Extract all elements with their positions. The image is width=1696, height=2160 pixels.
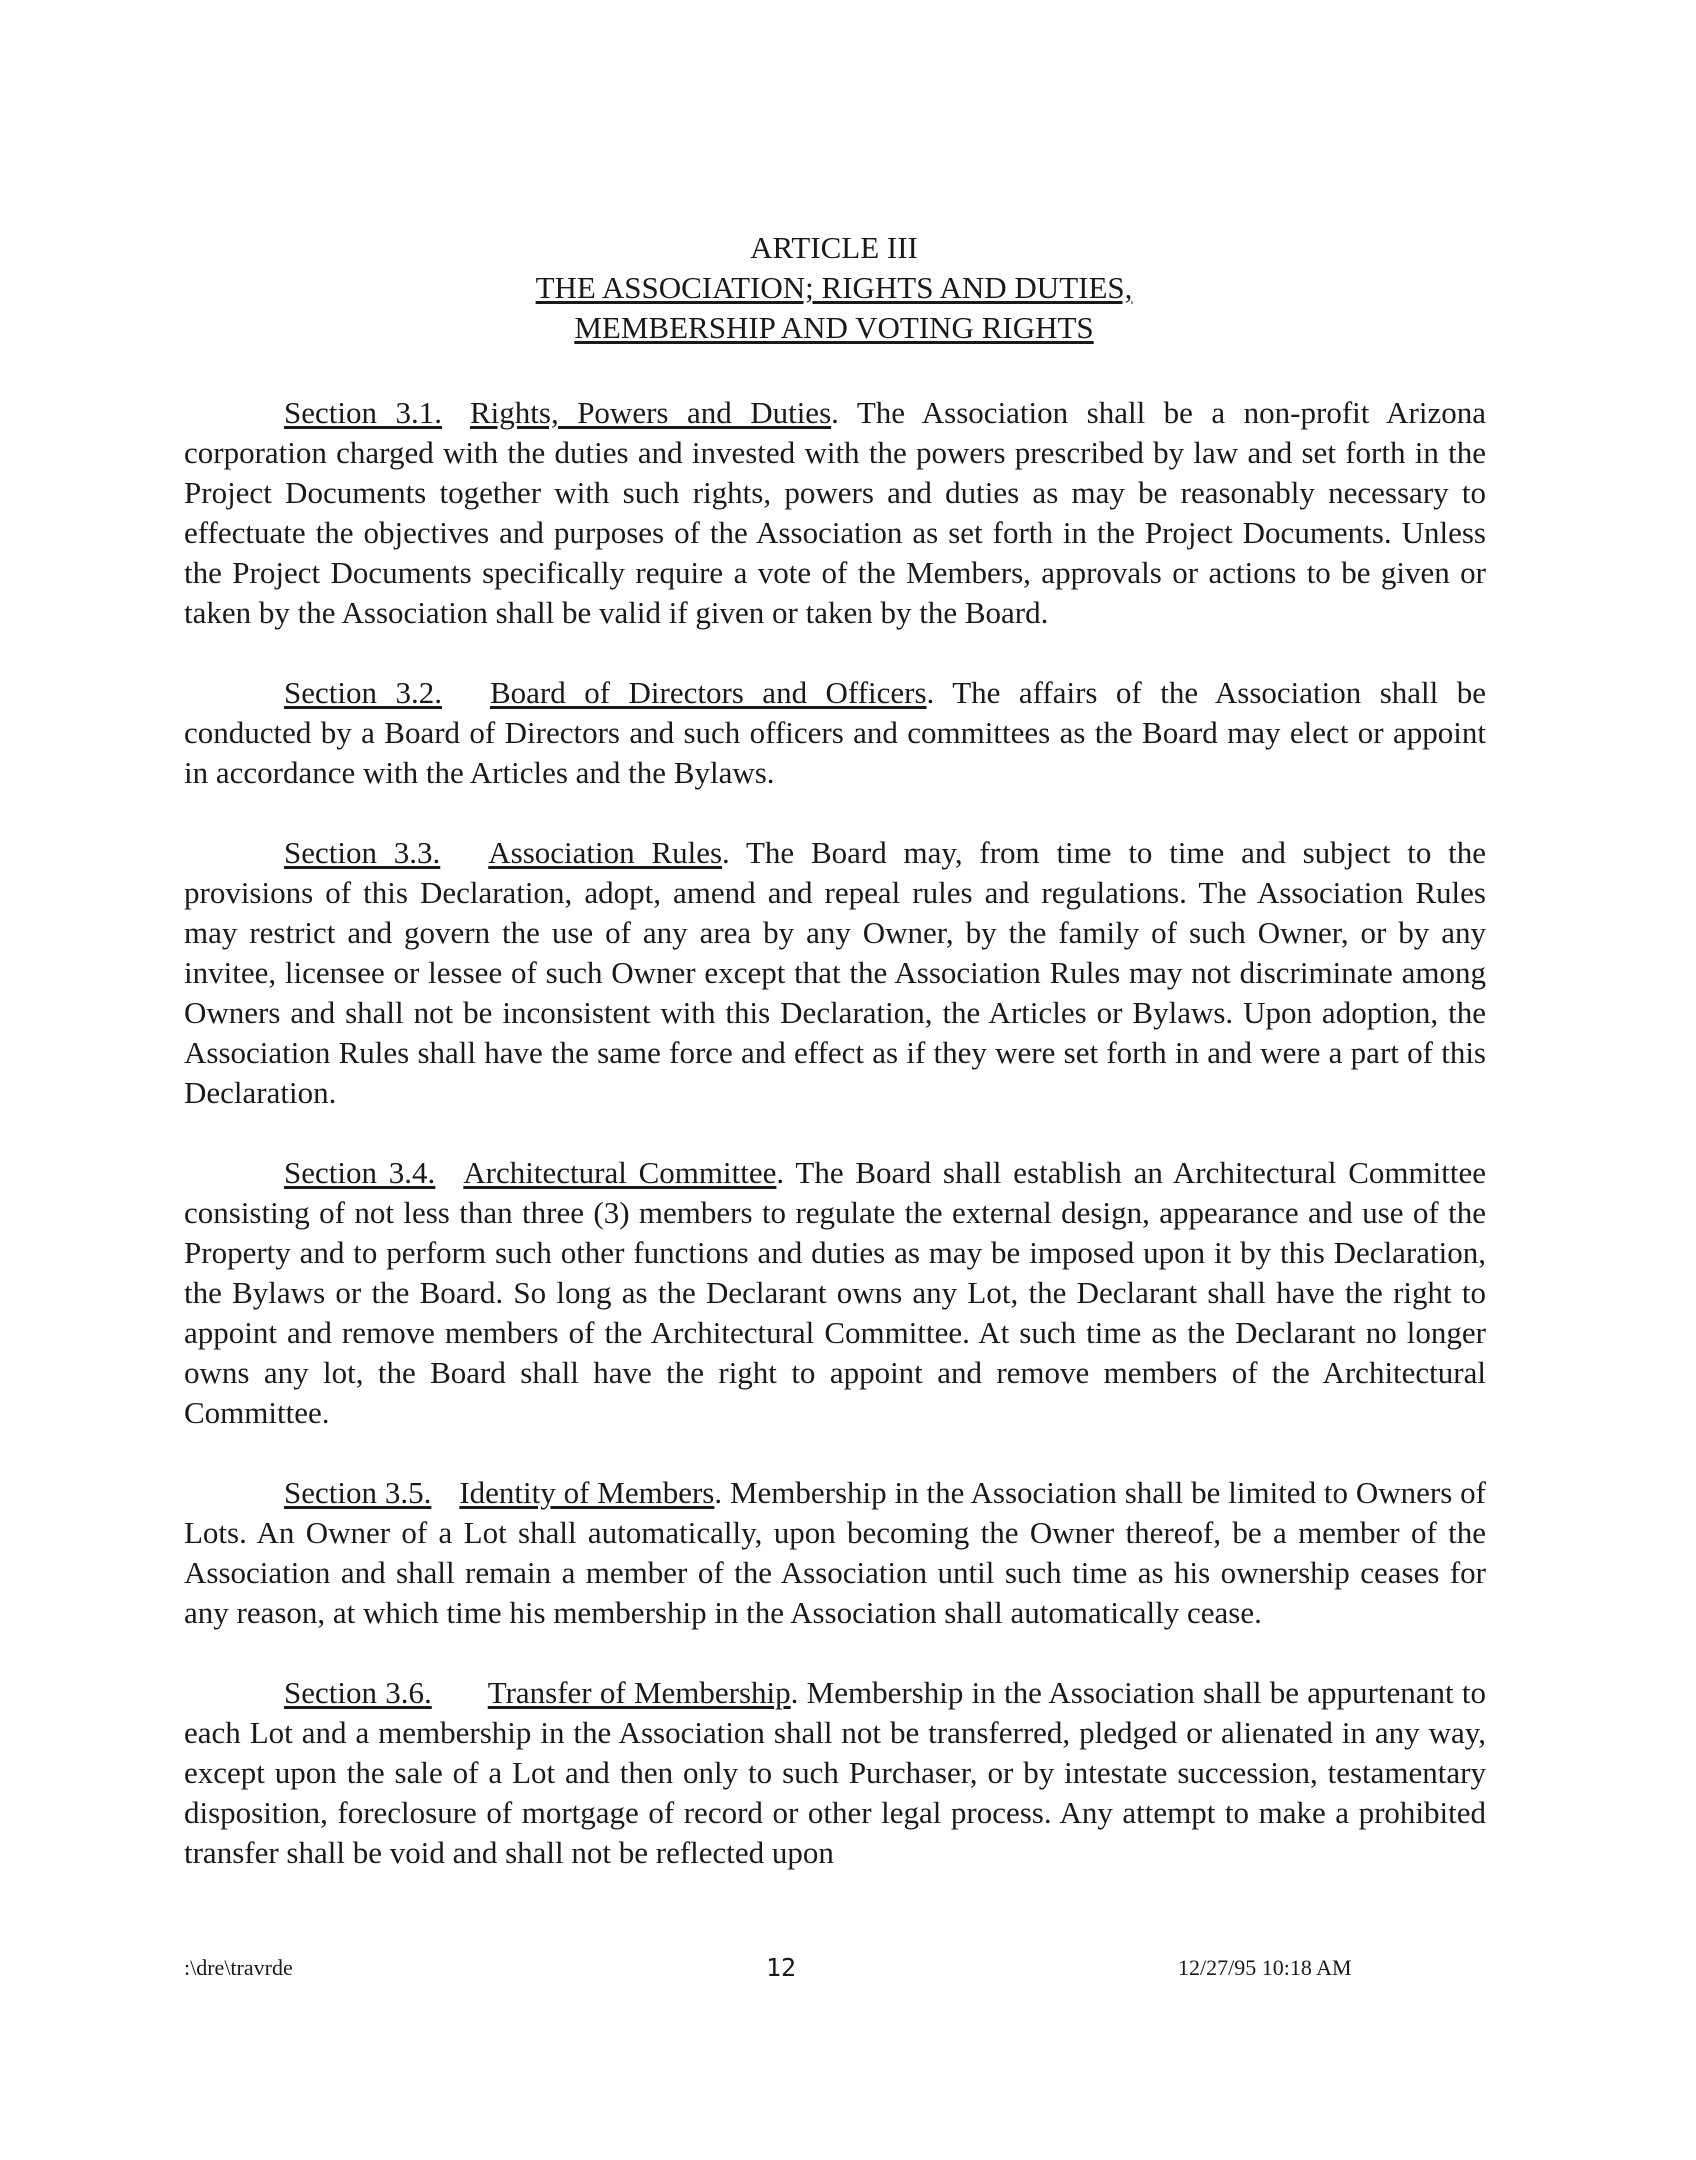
section-number: Section 3.6. — [284, 1675, 432, 1710]
section-text: . The Association shall be a non-profit Arizona corporation charged with the duties and invested with the powers prescribed by law and set forth in the Project Documents together with such rights, powers and duties as may be reasonably necessary to effectuate the objectives and purposes of the Association as set forth in the Project Documents. Unless the Project Documents specifically require a vote of the Members, approvals or actions to be given or taken by the Association shall be valid if given or taken by the Board. — [184, 395, 1486, 630]
section-text: . The affairs of the Association shall be conducted by a Board of Directors and such officers and committees as the Board may elect or appoint in accordance with the Articles and the Bylaws. — [184, 675, 1486, 790]
document-body — [184, 393, 1486, 1913]
section-number: Section 3.5. — [284, 1475, 432, 1510]
footer-timestamp: 12/27/95 10:18 AM — [1178, 1955, 1352, 1980]
section-number: Section 3.2. — [284, 675, 442, 710]
article-title-line2: MEMBERSHIP AND VOTING RIGHTS — [574, 310, 1094, 345]
section-title: Architectural Committee — [463, 1155, 777, 1190]
section-title: Association Rules — [488, 835, 723, 870]
article-title-line1: THE ASSOCIATION; RIGHTS AND DUTIES, — [535, 270, 1133, 305]
section-3-3 — [184, 833, 1486, 1113]
section-title: Board of Directors and Officers — [489, 675, 927, 710]
section-3-6 — [184, 1673, 1486, 1873]
section-number: Section 3.3. — [284, 835, 441, 870]
section-number: Section 3.4. — [284, 1155, 436, 1190]
section-title: Transfer of Membership — [487, 1675, 791, 1710]
section-text: . Membership in the Association shall be limited to Owners of Lots. An Owner of a Lot shall automatically, upon becoming the Owner thereof, be a member of the Association and shall remain a member of the Association until such time as his ownership ceases for any reason, at which time his membership in the Association shall automatically cease. — [184, 1475, 1486, 1630]
section-title: Identity of Members — [459, 1475, 715, 1510]
article-number: ARTICLE III — [750, 230, 918, 265]
section-3-2 — [184, 673, 1486, 793]
article-header — [184, 228, 1484, 348]
section-3-1 — [184, 393, 1486, 633]
section-3-4 — [184, 1153, 1486, 1433]
footer-file-path: :\dre\travrde — [184, 1955, 293, 1980]
page-number: 12 — [766, 1953, 797, 1982]
section-text: . The Board may, from time to time and subject to the provisions of this Declaration, adopt, amend and repeal rules and regulations. The Association Rules may restrict and govern the use of any area by any Owner, by the family of such Owner, or by any invitee, licensee or lessee of such Owner except that the Association Rules may not discriminate among Owners and shall not be inconsistent with this Declaration, the Articles or Bylaws. Upon adoption, the Association Rules shall have the same force and effect as if they were set forth in and were a part of this Declaration. — [184, 835, 1486, 1110]
section-text: . The Board shall establish an Architectural Committee consisting of not less than three (3) members to regulate the external design, appearance and use of the Property and to perform such other functions and duties as may be imposed upon it by this Declaration, the Bylaws or the Board. So long as the Declarant owns any Lot, the Declarant shall have the right to appoint and remove members of the Architectural Committee. At such time as the Declarant no longer owns any lot, the Board shall have the right to appoint and remove members of the Architectural Committee. — [184, 1155, 1487, 1430]
section-text: . Membership in the Association shall be appurtenant to each Lot and a membership in the Association shall not be transferred, pledged or alienated in any way, except upon the sale of a Lot and then only to such Purchaser, or by intestate succession, testamentary disposition, foreclosure of mortgage of record or other legal process. Any attempt to make a prohibited transfer shall be void and shall not be reflected upon — [184, 1675, 1486, 1870]
section-title: Rights, Powers and Duties — [469, 395, 832, 430]
section-3-5 — [184, 1473, 1486, 1633]
section-number: Section 3.1. — [284, 395, 442, 430]
